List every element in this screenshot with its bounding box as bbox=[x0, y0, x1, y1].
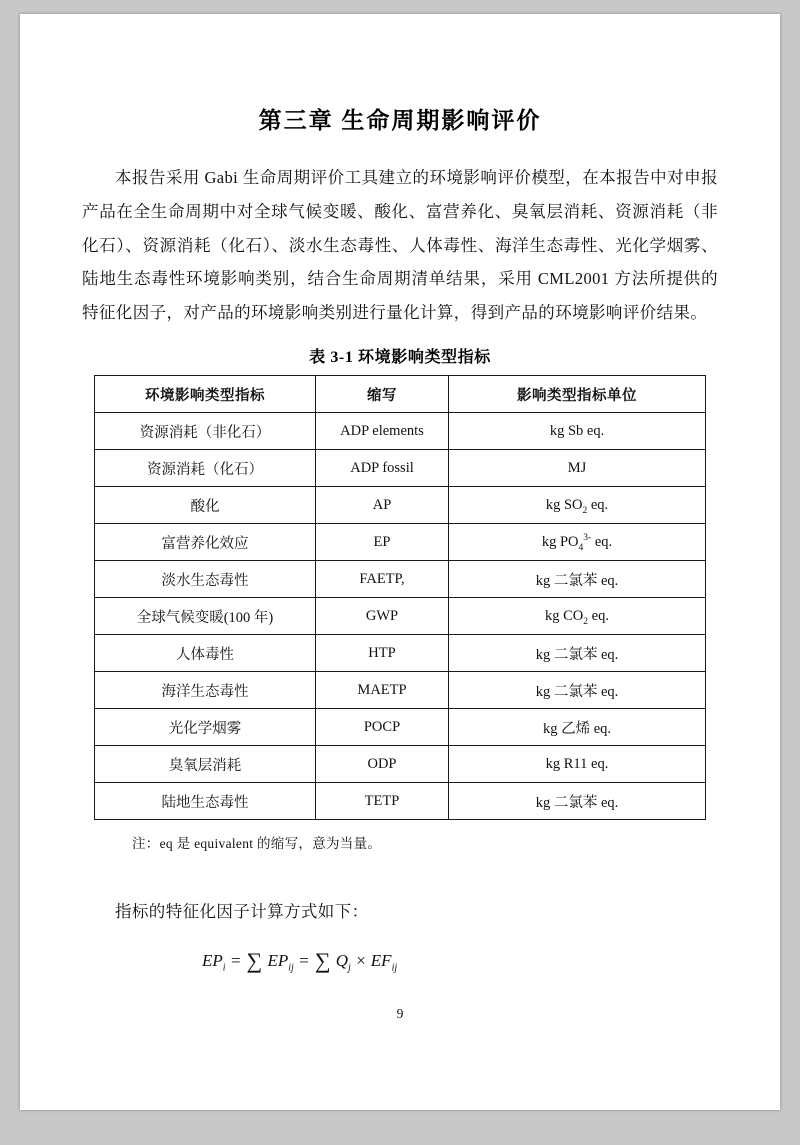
cell-unit: MJ bbox=[449, 450, 706, 487]
cell-abbreviation: ODP bbox=[316, 746, 449, 783]
table-row bbox=[95, 561, 706, 598]
cell-abbreviation: ADP fossil bbox=[316, 450, 449, 487]
document-page bbox=[20, 14, 780, 1110]
table-row bbox=[95, 598, 706, 635]
page-title: 第三章 生命周期影响评价 bbox=[258, 108, 542, 133]
cell-indicator-name: 陆地生态毒性 bbox=[95, 783, 316, 820]
formula-block bbox=[202, 948, 718, 974]
cell-indicator-name: 全球气候变暖(100 年) bbox=[95, 598, 316, 635]
cell-indicator-name: 资源消耗（化石） bbox=[95, 450, 316, 487]
cell-abbreviation: POCP bbox=[316, 709, 449, 746]
table-row bbox=[95, 635, 706, 672]
cell-abbreviation: ADP elements bbox=[316, 413, 449, 450]
formula-mid: $EP_{ij}$ bbox=[267, 951, 294, 974]
cell-unit: kg R11 eq. bbox=[449, 746, 706, 783]
table-body bbox=[95, 413, 706, 820]
cell-abbreviation: HTP bbox=[316, 635, 449, 672]
cell-abbreviation: AP bbox=[316, 487, 449, 524]
cell-abbreviation: GWP bbox=[316, 598, 449, 635]
table-row bbox=[95, 672, 706, 709]
body-paragraph-2: 指标的特征化因子计算方式如下： bbox=[115, 902, 369, 922]
cell-indicator-name: 臭氧层消耗 bbox=[95, 746, 316, 783]
cell-indicator-name: 海洋生态毒性 bbox=[95, 672, 316, 709]
table-row bbox=[95, 709, 706, 746]
cell-indicator-name: 资源消耗（非化石） bbox=[95, 413, 316, 450]
table-header-name: 环境影响类型指标 bbox=[95, 376, 316, 413]
table-note: 注：eq 是 equivalent 的缩写，意为当量。 bbox=[132, 836, 382, 852]
cell-unit: kg 二氯苯 eq. bbox=[449, 672, 706, 709]
cell-unit: kg 二氯苯 eq. bbox=[449, 561, 706, 598]
table-header-abbr: 缩写 bbox=[316, 376, 449, 413]
cell-indicator-name: 光化学烟雾 bbox=[95, 709, 316, 746]
cell-abbreviation: EP bbox=[316, 524, 449, 561]
cell-unit: kg $SO_2$ eq. bbox=[449, 487, 706, 524]
formula-equals-2: = bbox=[298, 951, 314, 971]
body-paragraph-1: 本报告采用 Gabi 生命周期评价工具建立的环境影响评价模型，在本报告中对申报产品在全生命周期中对全球气候变暖、酸化、富营养化、臭氧层消耗、资源消耗（非化石）、资源消耗（化石）、淡水生态毒性、人体毒性、海洋生态毒性、光化学烟雾、陆地生态毒性环境影响类别，结合生命周期清单结果，采用 CML2001 方法所提供的特征化因子，对产品的环境影响类别进行量化计算，得到产品的环境影响评价结果。 bbox=[82, 168, 718, 323]
cell-unit: kg Sb eq. bbox=[449, 413, 706, 450]
formula-equals-1: = bbox=[229, 951, 246, 971]
table-row bbox=[95, 487, 706, 524]
cell-abbreviation: MAETP bbox=[316, 672, 449, 709]
formula-sum-2: ∑ bbox=[314, 948, 331, 974]
formula-lhs: $EP_i$ bbox=[202, 951, 226, 974]
cell-indicator-name: 富营养化效应 bbox=[95, 524, 316, 561]
cell-unit: kg $CO_2$ eq. bbox=[449, 598, 706, 635]
cell-indicator-name: 酸化 bbox=[95, 487, 316, 524]
cell-unit: kg $PO_4^{3-}$ eq. bbox=[449, 524, 706, 561]
table-row bbox=[95, 746, 706, 783]
cell-abbreviation: TETP bbox=[316, 783, 449, 820]
table-header-row bbox=[95, 376, 706, 413]
formula-sum-1: ∑ bbox=[246, 948, 263, 974]
formula-times: × bbox=[355, 951, 371, 971]
impact-indicator-table bbox=[94, 375, 706, 820]
table-row bbox=[95, 413, 706, 450]
formula-q: $Q_j$ bbox=[335, 951, 351, 974]
cell-unit: kg 二氯苯 eq. bbox=[449, 783, 706, 820]
table-header-unit: 影响类型指标单位 bbox=[449, 376, 706, 413]
table-row bbox=[95, 450, 706, 487]
cell-abbreviation: FAETP, bbox=[316, 561, 449, 598]
cell-unit: kg 二氯苯 eq. bbox=[449, 635, 706, 672]
table-row bbox=[95, 783, 706, 820]
table-row bbox=[95, 524, 706, 561]
cell-unit: kg 乙烯 eq. bbox=[449, 709, 706, 746]
cell-indicator-name: 淡水生态毒性 bbox=[95, 561, 316, 598]
cell-indicator-name: 人体毒性 bbox=[95, 635, 316, 672]
page-number: 9 bbox=[396, 1006, 404, 1021]
table-caption: 表 3-1 环境影响类型指标 bbox=[309, 349, 491, 367]
formula-ef: $EF_{ij}$ bbox=[370, 951, 398, 974]
